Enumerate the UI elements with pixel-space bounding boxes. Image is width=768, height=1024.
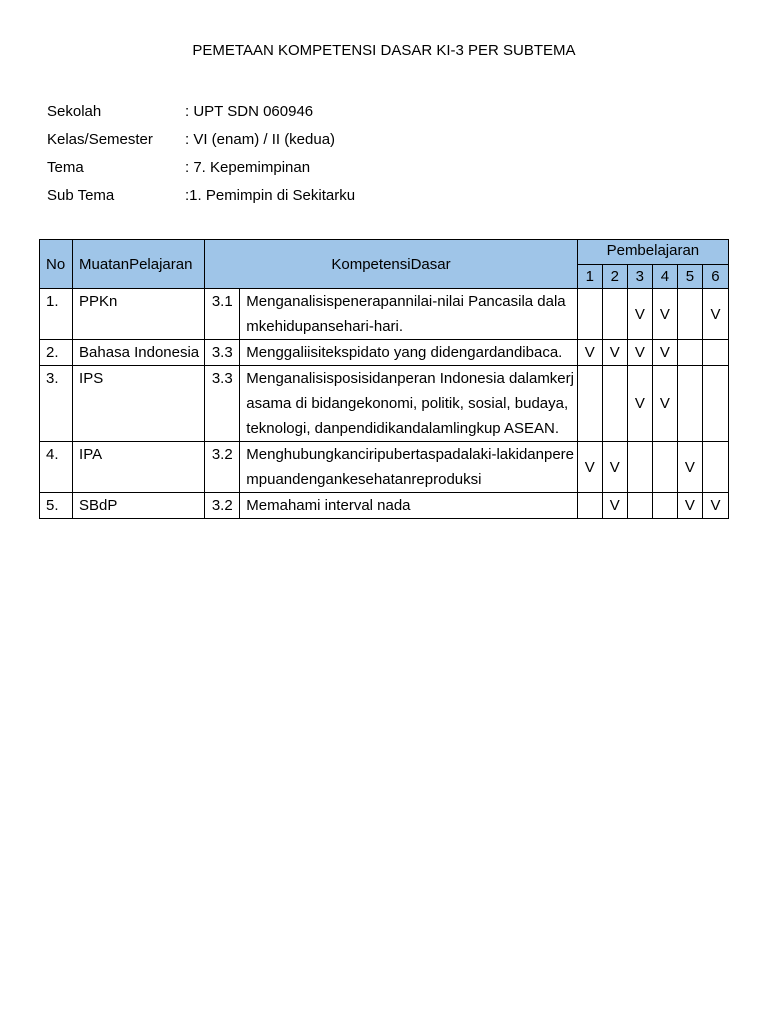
row-kd-description: Menganalisispenerapannilai-nilai Pancasila dalamkehidupansehari-hari.	[240, 289, 577, 340]
check-mark-cell: V	[702, 493, 728, 519]
table-row	[40, 340, 729, 366]
row-kd-code: 3.3	[205, 340, 240, 366]
check-mark-cell	[677, 340, 702, 366]
check-mark-cell: V	[677, 493, 702, 519]
check-mark-cell	[602, 366, 627, 442]
row-kd-description: Menggaliisitekspidato yang didengardandibaca.	[240, 340, 577, 366]
check-mark-cell: V	[602, 340, 627, 366]
check-mark-cell	[677, 366, 702, 442]
identity-label: Sekolah	[47, 102, 102, 120]
header-pembelajaran-5: 5	[677, 265, 702, 289]
document-title: PEMETAAN KOMPETENSI DASAR KI-3 PER SUBTEMA	[192, 42, 576, 59]
row-muatan: Bahasa Indonesia	[73, 340, 205, 366]
check-mark-cell: V	[652, 289, 677, 340]
row-number: 4.	[40, 442, 73, 493]
row-kd-code: 3.2	[205, 442, 240, 493]
identity-label: Sub Tema	[47, 186, 115, 204]
identity-row	[47, 153, 355, 181]
identity-value: : VI (enam) / II (kedua)	[185, 130, 336, 148]
header-pembelajaran-3: 3	[627, 265, 652, 289]
table-row	[40, 289, 729, 340]
row-number: 1.	[40, 289, 73, 340]
check-mark-cell: V	[602, 493, 627, 519]
check-mark-cell: V	[627, 289, 652, 340]
identity-row	[47, 125, 355, 153]
header-pembelajaran-4: 4	[652, 265, 677, 289]
check-mark-cell	[702, 366, 728, 442]
row-muatan: SBdP	[73, 493, 205, 519]
row-kd-description: Menganalisisposisidanperan Indonesia dalamkerjasama di bidangekonomi, politik, sosial, budaya, teknologi, danpendidikandalamlingkup ASEAN.	[240, 366, 577, 442]
mapping-table	[39, 239, 729, 519]
identity-value: : UPT SDN 060946	[185, 102, 314, 120]
check-mark-cell: V	[577, 340, 602, 366]
table-row	[40, 442, 729, 493]
identity-row	[47, 181, 355, 209]
row-muatan: IPS	[73, 366, 205, 442]
header-no: No	[40, 240, 73, 289]
check-mark-cell	[652, 493, 677, 519]
check-mark-cell: V	[577, 442, 602, 493]
table-row	[40, 366, 729, 442]
check-mark-cell	[577, 493, 602, 519]
check-mark-cell	[702, 442, 728, 493]
row-kd-code: 3.2	[205, 493, 240, 519]
check-mark-cell	[577, 289, 602, 340]
check-mark-cell: V	[702, 289, 728, 340]
check-mark-cell: V	[652, 366, 677, 442]
check-mark-cell	[677, 289, 702, 340]
header-pembelajaran-2: 2	[602, 265, 627, 289]
check-mark-cell	[702, 340, 728, 366]
row-kd-code: 3.3	[205, 366, 240, 442]
check-mark-cell	[652, 442, 677, 493]
identity-label: Kelas/Semester	[47, 130, 153, 148]
header-muatan-pelajaran: MuatanPelajaran	[73, 240, 205, 289]
check-mark-cell: V	[602, 442, 627, 493]
row-number: 2.	[40, 340, 73, 366]
check-mark-cell: V	[677, 442, 702, 493]
row-kd-code: 3.1	[205, 289, 240, 340]
check-mark-cell	[627, 442, 652, 493]
header-pembelajaran-1: 1	[577, 265, 602, 289]
check-mark-cell	[577, 366, 602, 442]
header-kompetensi-dasar: KompetensiDasar	[205, 240, 578, 289]
identity-value: :1. Pemimpin di Sekitarku	[185, 186, 356, 204]
row-number: 3.	[40, 366, 73, 442]
check-mark-cell	[627, 493, 652, 519]
header-pembelajaran: Pembelajaran	[577, 240, 728, 265]
check-mark-cell: V	[627, 340, 652, 366]
check-mark-cell	[602, 289, 627, 340]
row-muatan: PPKn	[73, 289, 205, 340]
row-muatan: IPA	[73, 442, 205, 493]
identity-row	[47, 97, 355, 125]
row-kd-description: Menghubungkanciripubertaspadalaki-lakidanperempuandengankesehatanreproduksi	[240, 442, 577, 493]
table-row	[40, 493, 729, 519]
header-pembelajaran-6: 6	[702, 265, 728, 289]
identity-block	[47, 97, 355, 209]
row-kd-description: Memahami interval nada	[240, 493, 577, 519]
identity-label: Tema	[47, 158, 84, 176]
check-mark-cell: V	[652, 340, 677, 366]
check-mark-cell: V	[627, 366, 652, 442]
identity-value: : 7. Kepemimpinan	[185, 158, 311, 176]
row-number: 5.	[40, 493, 73, 519]
